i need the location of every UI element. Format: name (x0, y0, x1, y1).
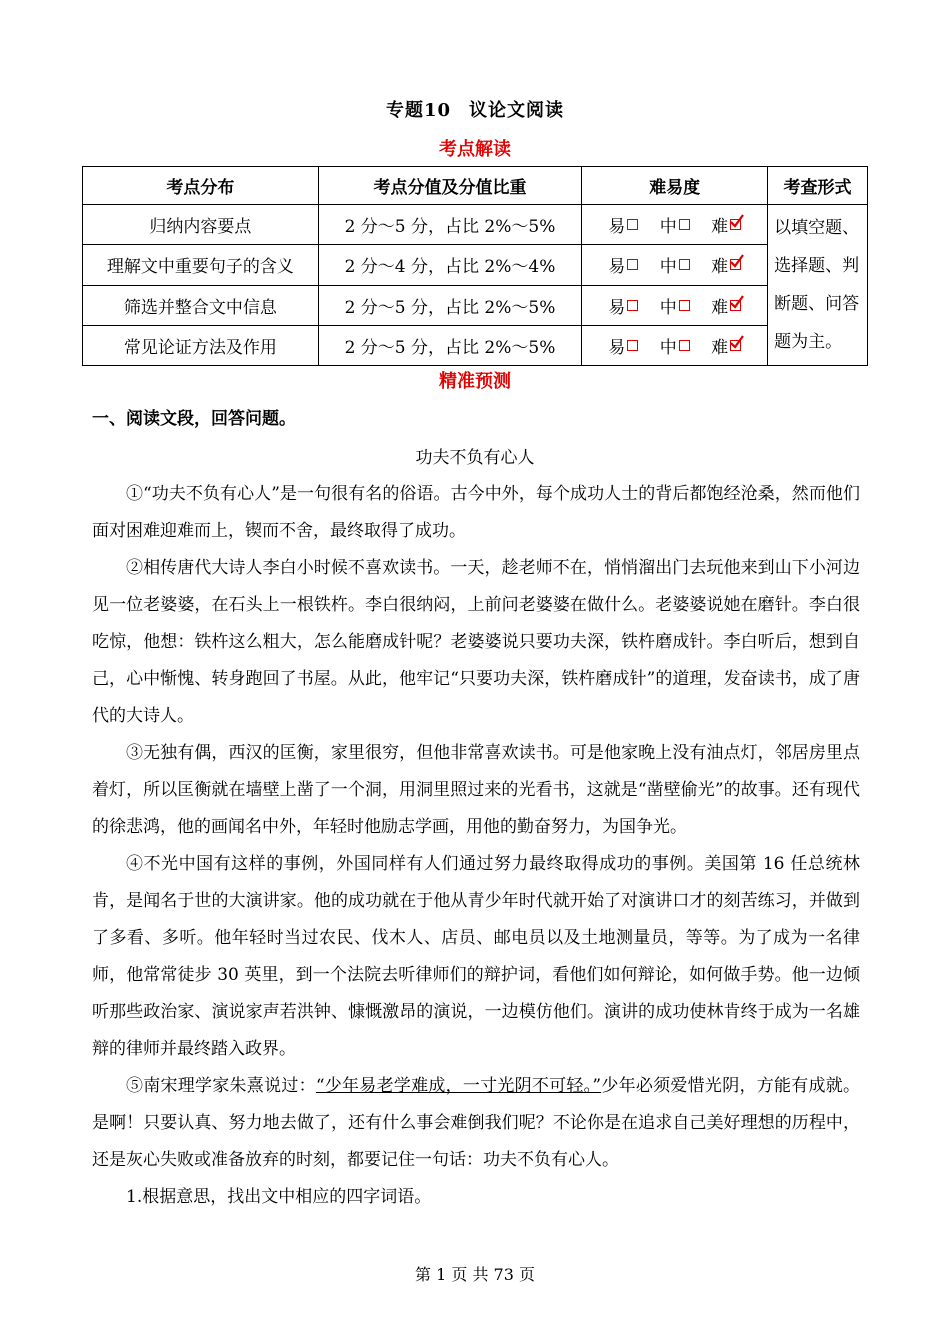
topic-cell: 归纳内容要点 (83, 205, 319, 245)
table-header-cell: 考点分布 (83, 167, 319, 205)
mid-label: 中 (659, 217, 677, 238)
table-header-row (83, 167, 868, 205)
mid-label: 中 (659, 257, 677, 278)
difficulty-cell (582, 325, 768, 365)
unchecked-box-icon (627, 219, 638, 230)
table-header-cell: 难易度 (582, 167, 768, 205)
unchecked-box-icon (679, 219, 690, 230)
unchecked-box-icon (679, 340, 690, 351)
table-header-cell: 考点分值及分值比重 (318, 167, 582, 205)
paragraph-1: ①“功夫不负有心人”是一句很有名的俗语。古今中外，每个成功人士的背后都饱经沧桑，然而他们面对困难迎难而上，锲而不舍，最终取得了成功。 (92, 484, 860, 541)
unchecked-box-icon (627, 300, 638, 311)
difficulty-cell (582, 245, 768, 285)
score-cell: 2 分～5 分，占比 2%～5% (318, 325, 582, 365)
checked-box-icon (730, 219, 741, 230)
article-title: 功夫不负有心人 (415, 448, 535, 468)
topic-cell: 理解文中重要句子的含义 (83, 245, 319, 285)
paragraph-3: ③无独有偶，西汉的匡衡，家里很穷，但他非常喜欢读书。可是他家晚上没有油点灯，邻居房里点着灯，所以匡衡就在墙壁上凿了一个洞，用洞里照过来的光看书，这就是“凿壁偷光”的故事。还有现代的徐悲鸿，他的画闻名中外，年轻时他励志学画，用他的勤奋努力，为国争光。 (92, 743, 860, 837)
checked-box-icon (730, 259, 741, 270)
score-cell: 2 分～5 分，占比 2%～5% (318, 205, 582, 245)
score-cell: 2 分～5 分，占比 2%～5% (318, 285, 582, 325)
difficulty-cell (582, 205, 768, 245)
doc-title-part1: 专题10 (385, 100, 452, 121)
kaodian-heading: 考点解读 (439, 139, 511, 160)
predict-heading: 精准预测 (439, 371, 511, 392)
doc-title (0, 96, 950, 122)
paragraph-5 (92, 1068, 860, 1179)
unchecked-box-icon (627, 340, 638, 351)
checked-box-icon (730, 340, 741, 351)
score-cell: 2 分～4 分，占比 2%～4% (318, 245, 582, 285)
easy-label: 易 (608, 337, 626, 358)
paragraph-5-lead: ⑤南宋理学家朱熹说过： (126, 1076, 316, 1096)
unchecked-box-icon (679, 259, 690, 270)
page-footer: 第 1 页 共 73 页 (415, 1265, 535, 1284)
hard-label: 难 (711, 337, 729, 358)
mid-label: 中 (659, 297, 677, 318)
hard-label: 难 (711, 297, 729, 318)
underlined-quote: “少年易老学难成，一寸光阴不可轻。” (315, 1076, 602, 1096)
table-row (83, 205, 868, 245)
table-header-cell: 考查形式 (768, 167, 868, 205)
easy-label: 易 (608, 297, 626, 318)
section-heading: 一、阅读文段，回答问题。 (92, 409, 296, 429)
unchecked-box-icon (679, 300, 690, 311)
unchecked-box-icon (627, 259, 638, 270)
topic-cell: 常见论证方法及作用 (83, 325, 319, 365)
doc-title-part2: 议论文阅读 (469, 100, 565, 121)
easy-label: 易 (608, 257, 626, 278)
table-row (83, 245, 868, 285)
paragraph-4: ④不光中国有这样的事例，外国同样有人们通过努力最终取得成功的事例。美国第 16 任总统林肯，是闻名于世的大演讲家。他的成功就在于他从青少年时代就开始了对演讲口才的刻苦练习，并做到了多看、多听。他年轻时当过农民、伐木人、店员、邮电员以及土地测量员，等等。为了成为一名律师，他常常徒步 30 英里，到一个法院去听律师们的辩护词，看他们如何辩论，如何做手势。他一边倾听那些政治家、演说家声若洪钟、慷慨激昂的演说，一边模仿他们。演讲的成功使林肯终于成为一名雄辩的律师并最终踏入政界。 (92, 854, 860, 1059)
easy-label: 易 (608, 217, 626, 238)
hard-label: 难 (711, 217, 729, 238)
hard-label: 难 (711, 257, 729, 278)
paragraph-5-rest: 少年必须爱惜光阴，方能有成就。是啊！只要认真、努力地去做了，还有什么事会难倒我们呢？不论你是在追求自己美好理想的历程中，还是灰心失败或准备放弃的时刻，都要记住一句话：功夫不负有心人。 (92, 1076, 860, 1170)
exam-points-table (82, 166, 868, 366)
topic-cell: 筛选并整合文中信息 (83, 285, 319, 325)
question-1: 1.根据意思，找出文中相应的四字词语。 (126, 1187, 432, 1207)
exam-form-cell: 以填空题、选择题、判断题、问答题为主。 (768, 205, 868, 366)
mid-label: 中 (659, 337, 677, 358)
table-row (83, 325, 868, 365)
article-body (92, 476, 860, 1216)
paragraph-2: ②相传唐代大诗人李白小时候不喜欢读书。一天，趁老师不在，悄悄溜出门去玩他来到山下小河边见一位老婆婆，在石头上一根铁杵。李白很纳闷，上前问老婆婆在做什么。老婆婆说她在磨针。李白很吃惊，他想：铁杵这么粗大，怎么能磨成针呢？老婆婆说只要功夫深，铁杵磨成针。李白听后，想到自己，心中惭愧、转身跑回了书屋。从此，他牢记“只要功夫深，铁杵磨成针”的道理，发奋读书，成了唐代的大诗人。 (92, 558, 860, 726)
difficulty-cell (582, 285, 768, 325)
checked-box-icon (730, 300, 741, 311)
table-row (83, 285, 868, 325)
